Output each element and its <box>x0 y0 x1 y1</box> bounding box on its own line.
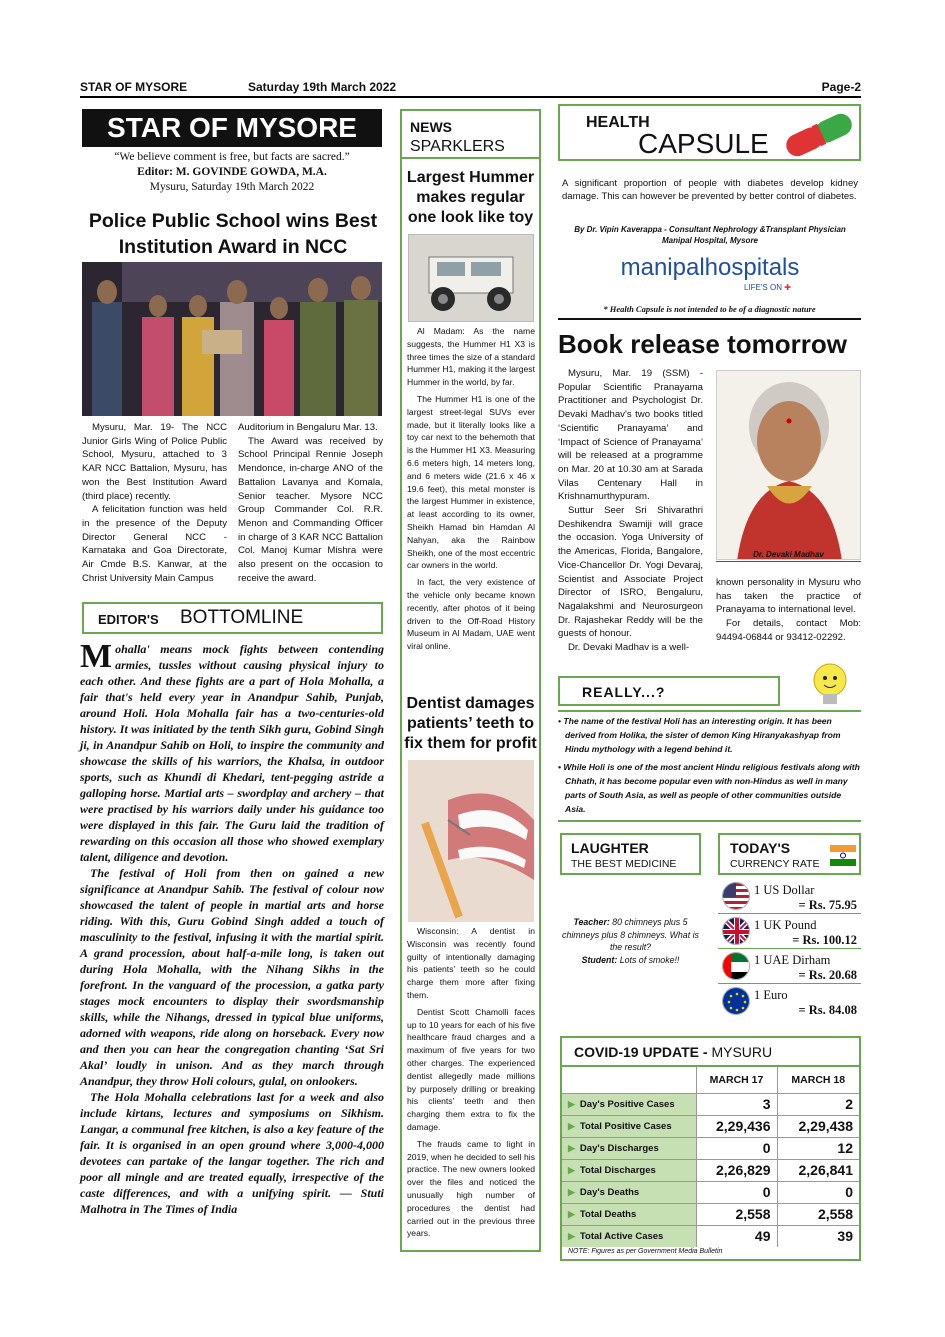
covid-value: 2,29,438 <box>777 1115 859 1137</box>
hummer-photo-art <box>409 235 533 321</box>
dentist-photo-art <box>408 760 534 922</box>
health-byline-2: Manipal Hospital, Mysore <box>661 236 759 245</box>
really-label: REALLY...? <box>582 684 666 700</box>
hummer-para: The Hummer H1 is one of the largest street-legal SUVs ever made, but it literally looks like a toy car next to the behemoth that is the Hummer H1 X3. Measuring 6.6 meters high, 14 meters long, and 6 meters wide (21.6 x 46 x 19.6 feet), this metal monster is the largest Hummer in existence, at least according to its owner, Sheikh Hamad bin Hamdan Al Nahyan, aka the Rainbow Sheikh, one of the most eccentric car owners in the world. <box>407 393 535 571</box>
sparklers-border-right <box>539 159 541 1251</box>
currency-label-b: CURRENCY RATE <box>730 858 820 870</box>
currency-list <box>718 880 861 1020</box>
currency-unit: 1 Euro <box>754 988 788 1002</box>
ncc-photo-figures <box>82 262 382 416</box>
covid-table <box>562 1065 859 1247</box>
masthead-info <box>82 150 382 195</box>
ncc-para: The Award was received by School Principal Rennie Joseph Mendonce, in-charge ANO of the Battalion Lavanya and Komala, Senior teacher. Mysore NCC Group Commander Col. R.R. Menon and Commanding Officer in charge of 3 KAR NCC Battalion Col. Manoj Kumar Mishra were also present on the occasion to receive the award. <box>238 435 383 584</box>
manipal-logo-tag <box>744 283 814 292</box>
joke-line-1 <box>560 916 701 954</box>
row-marker-icon: ▶ <box>568 1164 575 1175</box>
covid-value: 49 <box>696 1225 777 1247</box>
covid-row-label: Total Discharges <box>579 1164 656 1176</box>
covid-title <box>574 1044 772 1060</box>
hummer-para: In fact, the very existence of the vehicle only became known recently, after photos of it being driven to the Off-Road History Museum in Al Madam, UAE went viral online. <box>407 577 535 652</box>
india-flag-icon <box>830 843 856 869</box>
health-label-a: HEALTH <box>586 114 650 131</box>
devaki-photo <box>716 370 861 560</box>
dentist-body <box>407 925 535 1240</box>
really-rule-bottom <box>558 820 861 822</box>
hummer-para: Al Madam: As the name suggests, the Hummer H1 X3 is three times the size of a standard Hummer H1, making it the largest Hummer in the world, by far. <box>407 326 535 388</box>
currency-unit: 1 UK Pound <box>754 918 817 932</box>
editorial-body <box>80 638 384 1217</box>
laughter-label-b: THE BEST MEDICINE <box>571 858 677 870</box>
ncc-para: Auditorium in Bengaluru Mar. 13. <box>238 422 378 433</box>
uae-flag-icon <box>722 952 750 980</box>
currency-row-usd <box>718 880 861 914</box>
covid-value: 0 <box>696 1181 777 1203</box>
hummer-photo <box>408 234 534 322</box>
joke-text-2: Lots of smoke!! <box>617 954 680 965</box>
row-marker-icon: ▶ <box>568 1186 575 1197</box>
laughter-label-a: LAUGHTER <box>571 840 649 856</box>
ncc-para: Mysuru, Mar. 19- The NCC Junior Girls Wing of Police Public School, Mysuru, attached to 3 KAR NCC Battalion, Mysuru, has won the Best Institution Award (third place) recently. <box>82 422 227 502</box>
sparklers-label-b: SPARKLERS <box>410 138 505 155</box>
covid-col-header: MARCH 18 <box>777 1066 859 1093</box>
covid-value: 0 <box>777 1181 859 1203</box>
lightbulb-icon <box>808 660 852 712</box>
really-item: • While Holi is one of the most ancient Hindu religious festivals along with Chhath, it has become popular even with non-Hindus as well in many parts of South Asia, as well as people of other communities outside Asia. <box>558 762 860 814</box>
covid-row <box>562 1115 859 1137</box>
uk-flag-icon <box>722 917 750 945</box>
really-list <box>558 714 861 816</box>
covid-label-a: COVID-19 UPDATE - <box>574 1044 708 1060</box>
covid-value: 39 <box>777 1225 859 1247</box>
book-para: Dr. Devaki Madhav is a well- <box>568 642 690 654</box>
sparklers-border-left <box>400 159 402 1251</box>
currency-label-box <box>718 833 861 875</box>
currency-unit: 1 US Dollar <box>754 883 815 897</box>
capsule-icon <box>778 110 860 160</box>
joke-speaker-2: Student: <box>581 954 618 965</box>
covid-value: 12 <box>777 1137 859 1159</box>
joke-text-1: 80 chimneys plus 5 chimneys plus 8 chimneys. What is the result? <box>562 917 699 952</box>
covid-row-label: Total Active Cases <box>579 1230 664 1242</box>
book-headline: Book release tomorrow <box>558 329 847 359</box>
ncc-para: A felicitation function was held in the presence of the Deputy Director General NCC - Karnataka and Goa Directorate, Air Cmde B.S. Kanwar, at the Christ University Main Campus <box>82 504 227 584</box>
header-date: Saturday 19th March 2022 <box>248 80 397 94</box>
editors-label-a: EDITOR'S <box>98 612 159 627</box>
ncc-body-col1 <box>82 421 227 585</box>
currency-row-eur <box>718 985 861 1019</box>
covid-value: 2,29,436 <box>696 1115 777 1137</box>
covid-row-label: Day's Positive Cases <box>579 1098 675 1110</box>
currency-value: = Rs. 75.95 <box>798 898 857 912</box>
covid-row <box>562 1225 859 1247</box>
ncc-photo <box>82 262 382 416</box>
book-para: For details, contact Mob: 94494-06844 or 93412-02292. <box>716 618 861 643</box>
currency-row-aed <box>718 950 861 984</box>
dentist-photo <box>408 760 534 922</box>
sparklers-label-box <box>400 109 541 159</box>
health-disclaimer: * Health Capsule is not intended to be of a diagnostic nature <box>603 304 816 314</box>
laughter-joke <box>560 916 701 966</box>
sparklers-border-bottom <box>400 1250 541 1252</box>
covid-value: 2 <box>777 1093 859 1115</box>
row-marker-icon: ▶ <box>568 1230 575 1241</box>
editors-label-box <box>82 602 383 634</box>
health-label-box <box>558 104 861 161</box>
health-byline <box>560 224 860 246</box>
ncc-body-col2 <box>238 421 383 585</box>
editorial-dropcap: M <box>80 638 113 675</box>
header-paper: STAR OF MYSORE <box>80 80 188 94</box>
covid-row <box>562 1203 859 1225</box>
really-item-text: The name of the festival Holi has an interesting origin. It has been derived from Holika, the sister of demon King Hiranyakashyap from Hindu mythology with a legend behind it. <box>563 716 841 754</box>
manipal-logo: manipalhospitals <box>620 254 800 281</box>
joke-line-2 <box>560 954 701 967</box>
header-page: Page-2 <box>821 80 861 94</box>
hummer-body <box>407 325 535 653</box>
covid-row <box>562 1093 859 1115</box>
health-byline-1: By Dr. Vipin Kaverappa - Consultant Nephrology &Transplant Physician <box>574 225 846 234</box>
editorial-para: The Hola Mohalla celebrations last for a week and also include kirtans, lectures and symposiums on Sikhism. Langar, a communal free kitchen, is also a key feature of the fair. It is organised in an open ground where 3,000-4,000 devotees can partake of the langar together. The rich and poor all mingle and are treated equally, irrespective of the caste differences, and with a unifying spirit. — Stuti Malhotra in The Times of India <box>80 1090 384 1216</box>
us-flag-icon <box>722 882 750 910</box>
really-rule-top <box>558 710 861 712</box>
sparklers-label-a: NEWS <box>410 119 452 135</box>
covid-row-label: Total Deaths <box>579 1208 637 1220</box>
dentist-headline: Dentist damages patients’ teeth to fix them for profit <box>404 695 537 752</box>
editorial-para: ohalla' means mock fights between contending armies, tussles without causing physical injury to each other. And these fights are a part of Hola Mohalla, a fair that's held every year in Anandpur Sahib, Punjab, around Holi. Hola Mohalla fair has a two-centuries-old history. It was initiated by the tenth Sikh guru, Gobind Singh ji, in Anandpur Sahib on Holi, to inspire the community and showcase the skills of his warriors, the Khalsa, in outdoor sports, such as Khundi di Khedari, tent-pegging astride a galloping horse. Martial arts – swordplay and archery – that were practised by his warriors daily under his guidance too were displayed in this fair. The Guru laid the tradition of rewarding on this occasion all those who showed exemplary talent, diligence and devotion. <box>80 642 384 864</box>
really-item-text: While Holi is one of the most ancient Hindu religious festivals along with Chhath, it has become popular even with non-Hindus as well in many parts of South Asia, as well as people of other communities outside Asia. <box>563 762 860 814</box>
masthead-editor: Editor: M. GOVINDE GOWDA, M.A. <box>137 166 327 178</box>
currency-value: = Rs. 20.68 <box>798 968 857 982</box>
covid-row <box>562 1159 859 1181</box>
covid-label-b: MYSURU <box>711 1044 773 1060</box>
laughter-label-box <box>560 833 701 875</box>
devaki-portrait <box>717 371 861 560</box>
book-para: Mysuru, Mar. 19 (SSM) - Popular Scientific Pranayama Practitioner and Psychologist Dr. Devaki Madhav's two books titled ‘Scientific Pranayama’ and ‘Impact of Science of Pranayama’ will be released at a programme on Mar. 20 at 10.30 am at Sarada Vilas Centenary Hall in Krishnamurthypuram. <box>558 368 703 503</box>
covid-value: 3 <box>696 1093 777 1115</box>
covid-value: 2,26,829 <box>696 1159 777 1181</box>
row-marker-icon: ▶ <box>568 1120 575 1131</box>
covid-value: 2,558 <box>696 1203 777 1225</box>
currency-row-gbp <box>718 915 861 949</box>
plus-icon: ✚ <box>784 283 791 292</box>
eu-flag-icon <box>722 987 750 1015</box>
currency-value: = Rs. 100.12 <box>792 933 857 947</box>
book-para: Suttur Seer Sri Shivarathri Deshikendra Swamiji will grace the occasion. Yoga University of the Americas, Florida, Bangalore, Vice-Chancellor Dr. Yogi Devaraj, Scientist and Associate Project Director of ISRO, Bengaluru, Nagalakshmi and Neurosurgeon Dr. Rajashekar Reddy will be the guests of honour. <box>558 505 703 640</box>
editorial-para: The festival of Holi from then on gained a new significance at Anandpur Sahib. The festival of colour now showcased the talent of people in martial arts and horse riding. With this, Guru Gobind Singh added a touch of masculinity to the festival, infusing it with the martial spirit. A grand procession, about half-a-mile long, is taken out during Hola Mohalla, with the Nihang Sikhs in the forefront. In the vanguard of the procession, a gatka party stages mock encounters to display their swordsmanship skills, while the Nihangs, dressed in typical blue uniforms, adorned with weapons, ride along on horseback. Every now and then you can hear the congregation chanting ‘Sat Sri Akal’ loudly in unison. And as they march through Anandpur, they throw Holi colours, gulal, on onlookers. <box>80 866 384 1088</box>
covid-row <box>562 1181 859 1203</box>
covid-col-header: MARCH 17 <box>696 1066 777 1093</box>
masthead-dateline: Mysuru, Saturday 19th March 2022 <box>149 181 315 193</box>
covid-row-label: Total Positive Cases <box>579 1120 672 1132</box>
row-marker-icon: ▶ <box>568 1098 575 1109</box>
really-item: • The name of the festival Holi has an interesting origin. It has been derived from Holika, the sister of demon King Hiranyakashyap from Hindu mythology with a legend behind it. <box>558 716 841 754</box>
editors-label-b: BOTTOMLINE <box>180 607 304 628</box>
dentist-para: Wisconsin: A dentist in Wisconsin was recently found guilty of intentionally damaging his patients’ teeth so he could charge them more after fixing them. <box>407 926 535 1000</box>
covid-value: 0 <box>696 1137 777 1159</box>
ncc-headline: Police Public School wins Best Institution Award in NCC <box>88 210 378 258</box>
currency-value: = Rs. 84.08 <box>798 1003 857 1017</box>
caption-rule <box>716 561 861 562</box>
health-label-b: CAPSULE <box>638 128 769 159</box>
covid-row <box>562 1137 859 1159</box>
dentist-para: Dentist Scott Chamolli faces up to 10 years for each of his five healthcare fraud charges and a maximum of five years for two other charges. The experienced dentist allegedly made millions by purposely drilling or breaking his clients’ teeth and then charging them extra to fix the damage. <box>407 1006 535 1132</box>
covid-box <box>560 1036 861 1261</box>
book-body <box>558 367 703 655</box>
book-body-cont <box>716 576 861 645</box>
covid-value: 2,558 <box>777 1203 859 1225</box>
covid-value: 2,26,841 <box>777 1159 859 1181</box>
masthead-title: STAR OF MYSORE <box>82 109 382 147</box>
currency-label-a: TODAY'S <box>730 840 791 856</box>
devaki-caption: Dr. Devaki Madhav <box>753 550 824 559</box>
manipal-tag-text: LIFE'S ON <box>744 283 782 292</box>
health-text: A significant proportion of people with diabetes develop kidney damage. This can however be prevented by better control of diabetes. <box>562 178 858 202</box>
health-rule <box>558 318 861 320</box>
covid-row-label: Day's Deaths <box>579 1186 640 1198</box>
joke-speaker-1: Teacher: <box>573 917 610 927</box>
row-marker-icon: ▶ <box>568 1142 575 1153</box>
masthead-tagline: “We believe comment is free, but facts are sacred.” <box>114 151 350 163</box>
really-label-box <box>558 676 780 706</box>
hummer-headline: Largest Hummer makes regular one look like toy <box>406 169 535 226</box>
dentist-para: The frauds came to light in 2019, when he decided to sell his practice. The new owners looked over the files and noticed the unusually high number of procedures the dentist had carried out in the previous three years. <box>407 1138 535 1239</box>
book-para: known personality in Mysuru who has taken the practice of Pranayama to international level. <box>716 577 861 616</box>
covid-row-label: Day's Discharges <box>579 1142 659 1154</box>
covid-header-row <box>562 1066 859 1093</box>
covid-note: NOTE: Figures as per Government Media Bulletin <box>568 1248 723 1255</box>
currency-unit: 1 UAE Dirham <box>754 953 831 967</box>
row-marker-icon: ▶ <box>568 1208 575 1219</box>
page-header <box>80 78 861 98</box>
